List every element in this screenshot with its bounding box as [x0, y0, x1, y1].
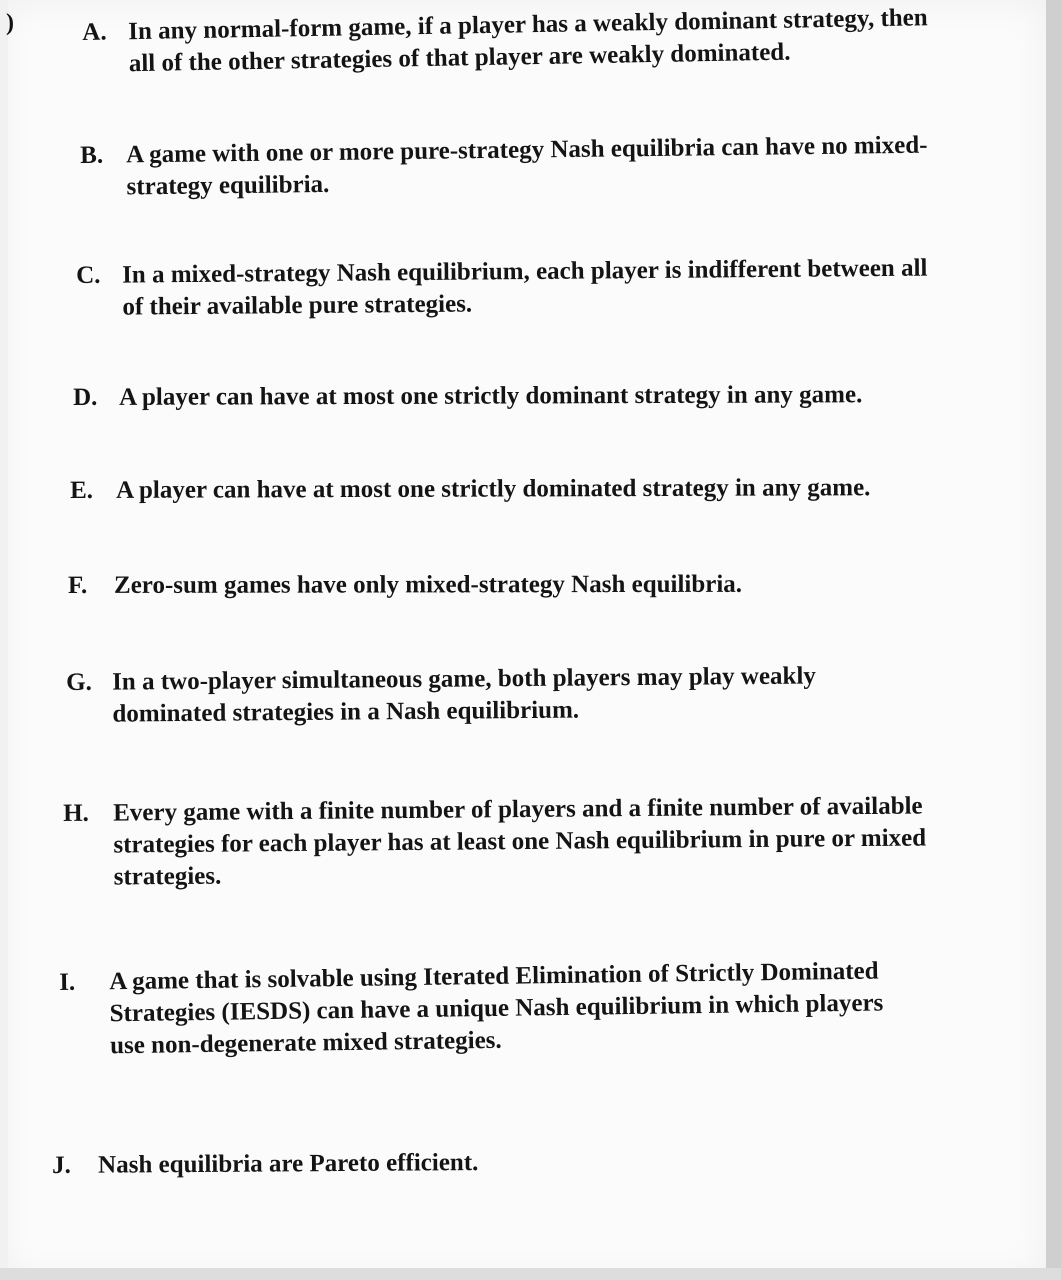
statement-letter: G.	[66, 668, 92, 696]
statement-text: In any normal-form game, if a player has a weakly dominant strategy, then all of the other strategies of that player are weakly dominated.	[128, 4, 928, 78]
statement-g	[66, 659, 966, 728]
statement-b	[80, 129, 1000, 201]
statement-h	[63, 789, 1038, 891]
statement-e	[70, 472, 970, 504]
statement-letter: E.	[70, 476, 94, 504]
statement-letter: F.	[68, 571, 88, 599]
statement-text: A player can have at most one strictly dominant strategy in any game.	[119, 381, 863, 411]
margin-parenthesis: )	[6, 10, 14, 36]
statement-text: A game with one or more pure-strategy Nash equilibria can have no mixed- strategy equilibria.	[126, 131, 928, 201]
page-bottom-edge	[0, 1268, 1061, 1280]
statement-a	[82, 1, 982, 78]
statement-c	[76, 252, 1006, 321]
statement-letter: H.	[63, 799, 89, 827]
statement-j	[52, 1144, 852, 1179]
statement-letter: A.	[82, 18, 107, 46]
statement-f	[68, 568, 968, 599]
statement-text: In a mixed-strategy Nash equilibrium, each player is indifferent between all of their available pure strategies.	[122, 254, 928, 321]
statement-letter: D.	[73, 383, 98, 411]
statement-letter: C.	[76, 261, 101, 289]
statement-text: Nash equilibria are Pareto efficient.	[98, 1149, 479, 1179]
statement-letter: J.	[52, 1151, 71, 1179]
statement-text: A game that is solvable using Iterated Elimination of Strictly Dominated Strategies (IESDS) can have a unique Nash equilibrium in which players use non-degenerate mixed strategies.	[109, 957, 884, 1060]
statement-text: Every game with a finite number of players and a finite number of available strategies for each player has at least one Nash equilibrium in pure or mixed strategies.	[113, 792, 927, 891]
statement-letter: I.	[59, 968, 76, 996]
statement-d	[73, 379, 973, 411]
statement-i	[59, 954, 1019, 1060]
page-left-edge	[0, 0, 8, 1280]
statement-letter: B.	[80, 141, 104, 169]
statement-text: In a two-player simultaneous game, both players may play weakly dominated strategies in a Nash equilibrium.	[112, 662, 816, 728]
statement-text: Zero-sum games have only mixed-strategy Nash equilibria.	[114, 570, 743, 599]
statement-text: A player can have at most one strictly dominated strategy in any game.	[116, 474, 871, 504]
